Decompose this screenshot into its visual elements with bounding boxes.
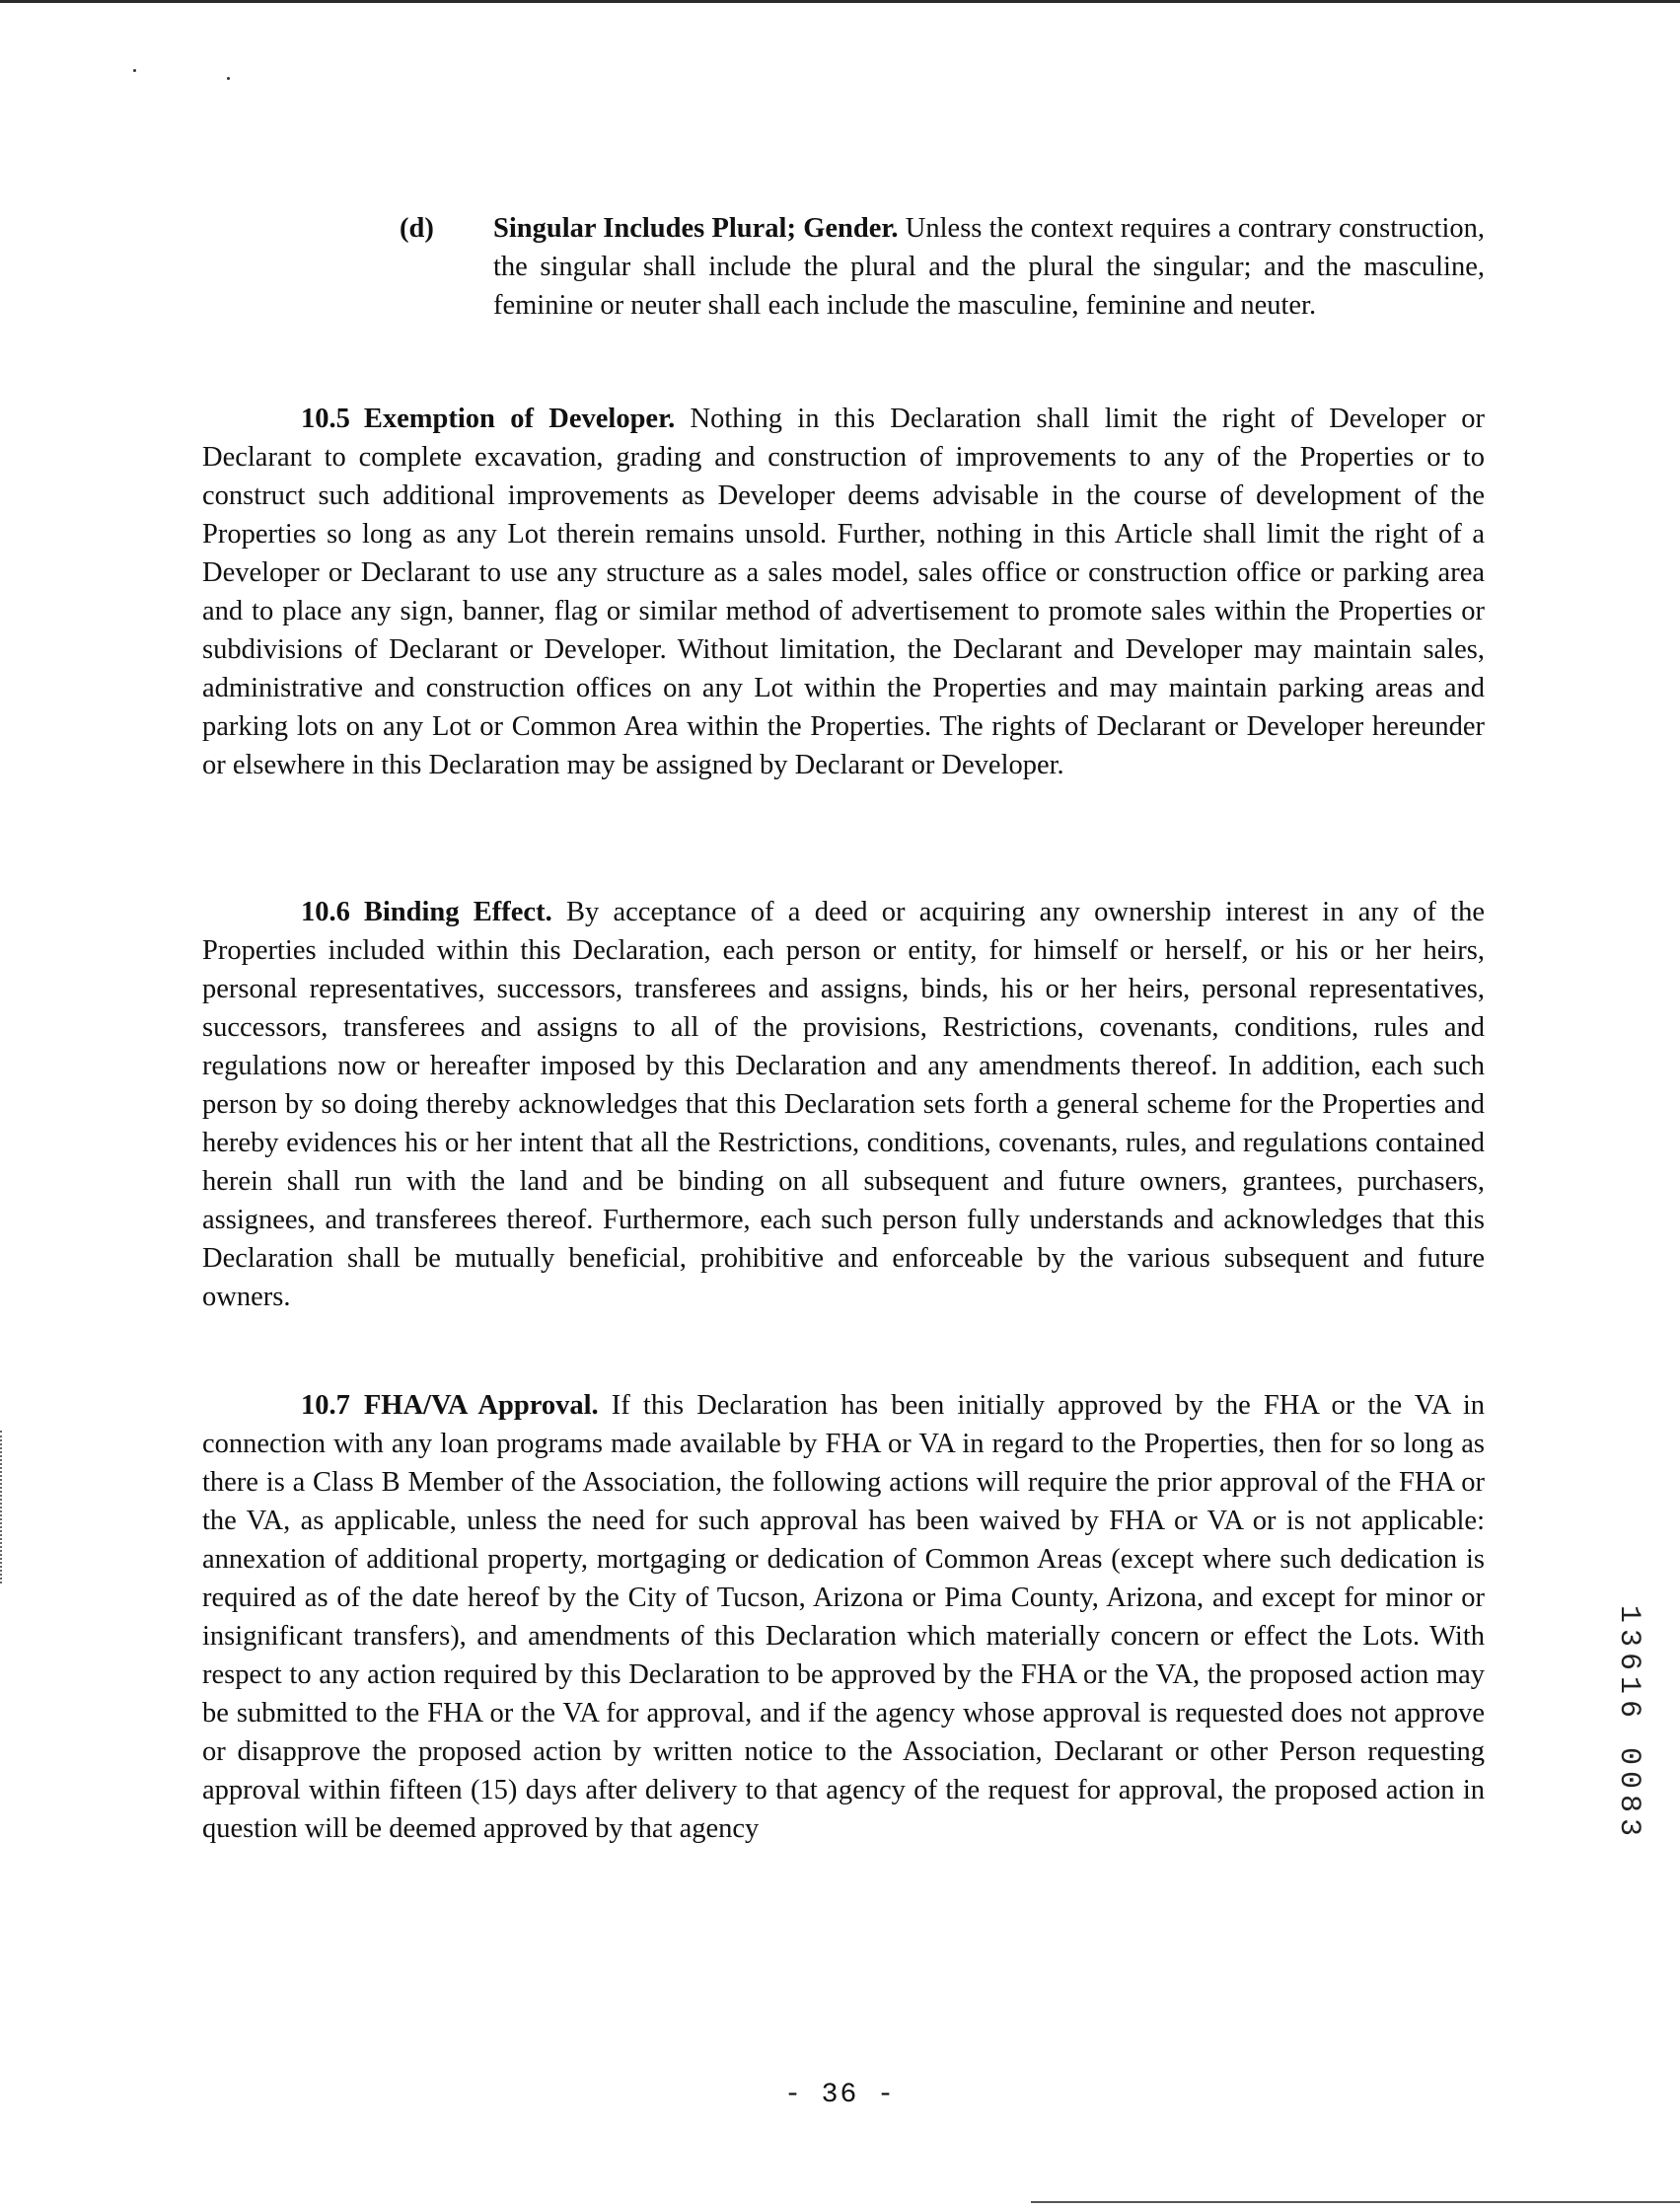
item-d-heading: Singular Includes Plural; Gender. [493,213,899,244]
scan-bottom-border [1031,2201,1680,2203]
section-10-6-paragraph [202,893,1485,1316]
recording-stamp-text: 13616 0083 [1612,1604,1645,1843]
section-heading: Exemption of Developer. [363,404,676,434]
scan-speck [133,69,136,72]
page-number: - 36 - [784,2080,896,2110]
item-d-body [493,209,1485,325]
section-text: If this Declaration has been initially approved by the FHA or the VA in connection with any loan programs made available by FHA or VA in regard to the Properties, then for so long as there is a Class B Member of the Association, the following actions will require the prior approval of the FHA or the VA, as applicable, unless the need for such approval has been waived by FHA or VA or is not applicable: annexation of additional property, mortgaging or dedication of Common Areas (except where such dedication is required as of the date hereof by the City of Tucson, Arizona or Pima County, Arizona, and except for minor or insignificant transfers), and amendments of this Declaration which materially concern or effect the Lots. With respect to any action required by this Declaration to be approved by the FHA or the VA, the proposed action may be submitted to the FHA or the VA for approval, and if the agency whose approval is requested does not approve or disapprove the proposed action by written notice to the Association, Declarant or other Person requesting approval within fifteen (15) days after delivery to that agency of the request for approval, the proposed action in question will be deemed approved by that agency [202,1390,1485,1844]
scan-top-border [0,0,1680,3]
section-10-5 [202,400,1485,784]
section-number: 10.5 [301,404,350,434]
item-d-label: (d) [400,213,434,244]
section-number: 10.7 [301,1390,350,1421]
scan-speck [227,77,230,80]
item-d-text: Unless the context requires a contrary construction, the singular shall include the plural and the plural the singular; and the masculine, feminine or neuter shall each include the masculine, feminine and neuter. [493,213,1485,321]
item-d-singular-plural [400,209,1485,325]
section-number: 10.6 [301,897,350,927]
section-10-5-paragraph [202,400,1485,784]
recording-stamp [1609,1595,1648,1852]
section-text: By acceptance of a deed or acquiring any ownership interest in any of the Properties included within this Declaration, each person or entity, for himself or herself, or his or her heirs, personal representatives, successors, transferees and assigns, binds, his or her heirs, personal representatives, successors, transferees and assigns to all of the provisions, Restrictions, covenants, conditions, rules and regulations now or hereafter imposed by this Declaration and any amendments thereof. In addition, each such person by so doing thereby acknowledges that this Declaration sets forth a general scheme for the Properties and hereby evidences his or her intent that all the Restrictions, conditions, covenants, rules, and regulations contained herein shall run with the land and be binding on all subsequent and future owners, grantees, purchasers, assignees, and transferees thereof. Furthermore, each such person fully understands and acknowledges that this Declaration shall be mutually beneficial, prohibitive and enforceable by the various subsequent and future owners. [202,897,1485,1312]
section-10-7-paragraph [202,1386,1485,1848]
section-heading: FHA/VA Approval. [363,1390,599,1421]
section-10-7 [202,1386,1485,1848]
section-10-6 [202,893,1485,1316]
section-text: Nothing in this Declaration shall limit the right of Developer or Declarant to complete excavation, grading and construction of improvements to any of the Properties or to construct such additional improvements as Developer deems advisable in the course of development of the Properties so long as any Lot therein remains unsold. Further, nothing in this Article shall limit the right of a Developer or Declarant to use any structure as a sales model, sales office or construction office or parking area and to place any sign, banner, flag or similar method of advertisement to promote sales within the Properties or subdivisions of Declarant or Developer. Without limitation, the Declarant and Developer may maintain sales, administrative and construction offices on any Lot within the Properties and may maintain parking areas and parking lots on any Lot or Common Area within the Properties. The rights of Declarant or Developer hereunder or elsewhere in this Declaration may be assigned by Declarant or Developer. [202,404,1485,780]
section-heading: Binding Effect. [363,897,552,927]
scan-left-edge-marks [0,1431,5,1583]
